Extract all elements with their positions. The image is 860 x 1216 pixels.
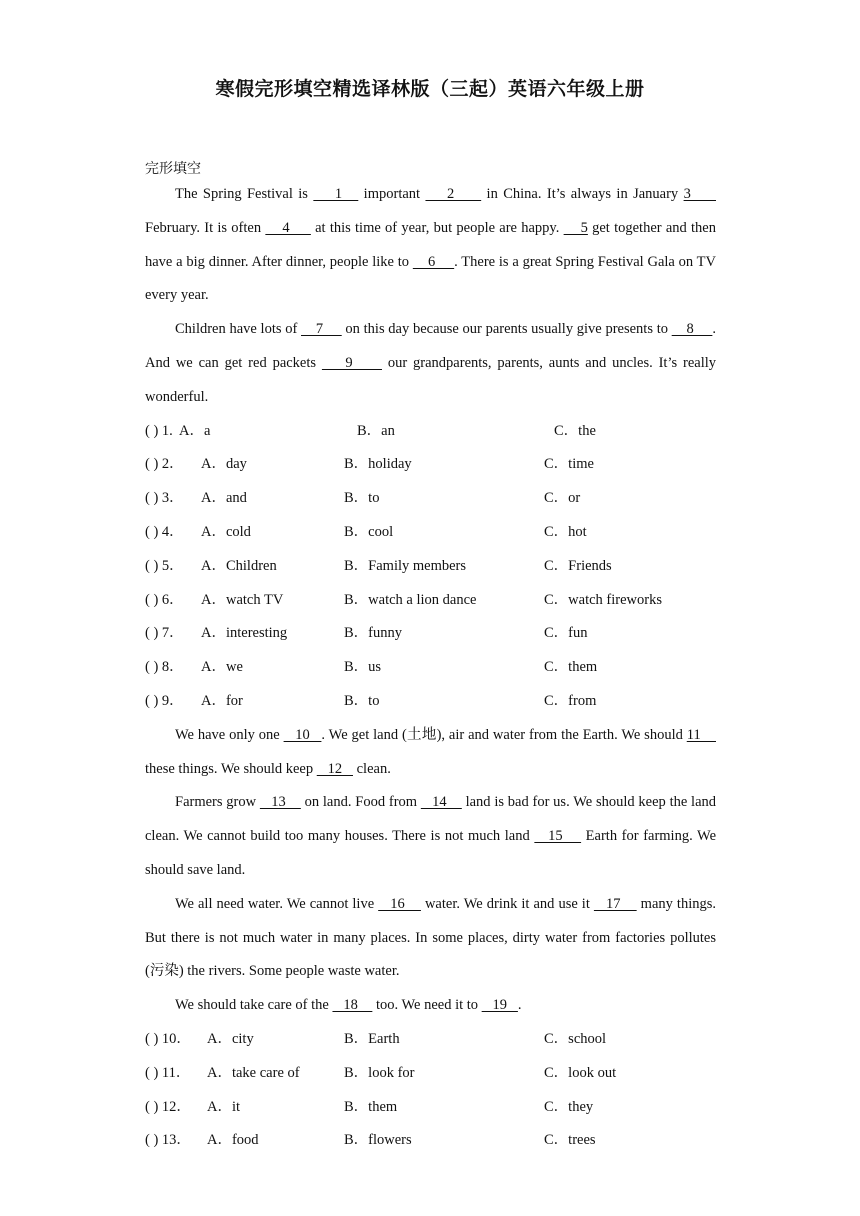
- question-number: ( ) 11．: [145, 1064, 191, 1081]
- question-number: ( ) 3．: [145, 490, 184, 507]
- question-number: ( ) 10．: [145, 1030, 191, 1047]
- answer-blank: 13: [259, 794, 301, 811]
- option-b: B．Family members: [344, 557, 467, 574]
- option-b: B．cool: [344, 523, 394, 540]
- option-c: C．Friends: [544, 557, 612, 574]
- passage-paragraph: We all need water. We cannot live 16 water. We drink it and use it 17 many things. But there is not much water in many places. In some places, dirty water from factories pollutes (污染) the rivers. Some people waste water.: [145, 895, 716, 980]
- option-c: C．trees: [544, 1132, 596, 1149]
- answer-blank: 12: [316, 760, 353, 777]
- question-number: ( ) 8．: [145, 659, 184, 676]
- option-b: B．funny: [344, 625, 402, 642]
- passage-paragraph: We should take care of the 18 too. We need it to 19 .: [175, 997, 522, 1014]
- option-c: C．from: [544, 692, 597, 709]
- page-title: 寒假完形填空精选译林版（三起）英语六年级上册: [215, 78, 645, 100]
- option-c: C．look out: [544, 1064, 617, 1081]
- option-b: B．watch a lion dance: [344, 591, 477, 608]
- question-row: [145, 1023, 716, 1057]
- option-c: C．the: [554, 422, 596, 439]
- answer-blank: 19: [481, 997, 518, 1014]
- question-row: [145, 584, 716, 618]
- question-row: [145, 482, 716, 516]
- option-c: C．them: [544, 659, 598, 676]
- answer-blank: 5: [563, 219, 588, 236]
- passage-paragraph: Farmers grow 13 on land. Food from 14 land is bad for us. We should keep the land clean. We cannot build too many houses. There is not much land 15 Earth for farming. We should save land.: [145, 794, 717, 878]
- answer-blank: 3: [683, 186, 716, 202]
- option-b: B．them: [344, 1098, 398, 1115]
- option-a: A．for: [201, 692, 243, 709]
- answer-blank: 2: [425, 186, 482, 202]
- passage-2: [145, 719, 716, 1023]
- passage-1: [145, 178, 716, 415]
- question-list-1: [145, 415, 716, 719]
- option-a: A．food: [207, 1132, 259, 1149]
- option-a: A．interesting: [201, 625, 288, 642]
- answer-blank: 10: [283, 726, 322, 743]
- question-row: [145, 685, 716, 719]
- question-number: ( ) 7．: [145, 625, 184, 642]
- option-a: A．watch TV: [201, 591, 284, 608]
- option-a: A．Children: [201, 557, 277, 574]
- option-a: A．and: [201, 490, 247, 507]
- option-c: C．fun: [544, 625, 588, 642]
- answer-blank: 15: [534, 828, 582, 845]
- question-number: ( ) 2．: [145, 456, 184, 473]
- option-b: B．to: [344, 692, 380, 709]
- option-b: B．flowers: [344, 1132, 412, 1149]
- answer-blank: 6: [412, 253, 455, 270]
- question-row: [145, 415, 716, 449]
- option-c: C．school: [544, 1030, 607, 1047]
- option-a: A．take care of: [207, 1064, 300, 1081]
- option-b: B．look for: [344, 1064, 415, 1081]
- question-row: [145, 550, 716, 584]
- option-a: A．a: [179, 422, 211, 439]
- question-number: ( ) 9．: [145, 692, 184, 709]
- question-number: ( ) 6．: [145, 591, 184, 608]
- option-a: A．it: [207, 1098, 241, 1115]
- answer-blank: 1: [313, 186, 359, 202]
- option-a: A．day: [201, 456, 247, 473]
- question-row: [145, 1091, 716, 1125]
- question-row: [145, 1057, 716, 1091]
- answer-blank: 17: [593, 895, 637, 912]
- option-a: A．cold: [201, 523, 251, 540]
- question-list-2: [145, 1023, 716, 1158]
- question-row: [145, 1124, 716, 1158]
- answer-blank: 8: [671, 321, 713, 338]
- option-c: C．watch fireworks: [544, 591, 662, 608]
- question-row: [145, 516, 716, 550]
- option-c: C．they: [544, 1098, 594, 1115]
- section-heading: 完形填空: [145, 161, 201, 177]
- option-c: C．hot: [544, 523, 587, 540]
- question-row: [145, 448, 716, 482]
- question-row: [145, 617, 716, 651]
- document-body: [145, 178, 716, 1158]
- answer-blank: 16: [378, 895, 421, 912]
- option-b: B．us: [344, 659, 382, 676]
- option-c: C．time: [544, 456, 594, 473]
- question-number: ( ) 12．: [145, 1098, 191, 1115]
- answer-blank: 18: [332, 997, 373, 1014]
- option-b: B．holiday: [344, 456, 412, 473]
- question-number: ( ) 13．: [145, 1132, 191, 1149]
- question-number: ( ) 1.: [145, 422, 173, 439]
- answer-blank: 4: [265, 219, 311, 236]
- option-c: C．or: [544, 490, 581, 507]
- question-number: ( ) 4．: [145, 523, 184, 540]
- passage-paragraph: Children have lots of 7 on this day because our parents usually give presents to 8 . And we can get red packets 9 our grandparents, parents, aunts and uncles. It’s really wonderful.: [145, 321, 717, 405]
- answer-blank: 7: [301, 321, 342, 338]
- option-a: A．city: [207, 1030, 254, 1047]
- option-b: B．Earth: [344, 1030, 400, 1047]
- passage-paragraph: We have only one 10 . We get land (土地), air and water from the Earth. We should 11 these things. We should keep 12 clean.: [145, 726, 716, 777]
- answer-blank: 11: [686, 726, 716, 743]
- option-b: B．to: [344, 490, 380, 507]
- option-b: B．an: [357, 422, 395, 439]
- answer-blank: 14: [420, 794, 462, 811]
- passage-paragraph: The Spring Festival is 1 important 2 in China. It’s always in January 3 February. It is often 4 at this time of year, but people are happy. 5 get together and then have a big dinner. After dinner, people like to 6 . There is a great Spring Festival Gala on TV every year.: [145, 186, 717, 304]
- question-row: [145, 651, 716, 685]
- option-a: A．we: [201, 659, 243, 676]
- answer-blank: 9: [321, 354, 382, 371]
- question-number: ( ) 5．: [145, 557, 184, 574]
